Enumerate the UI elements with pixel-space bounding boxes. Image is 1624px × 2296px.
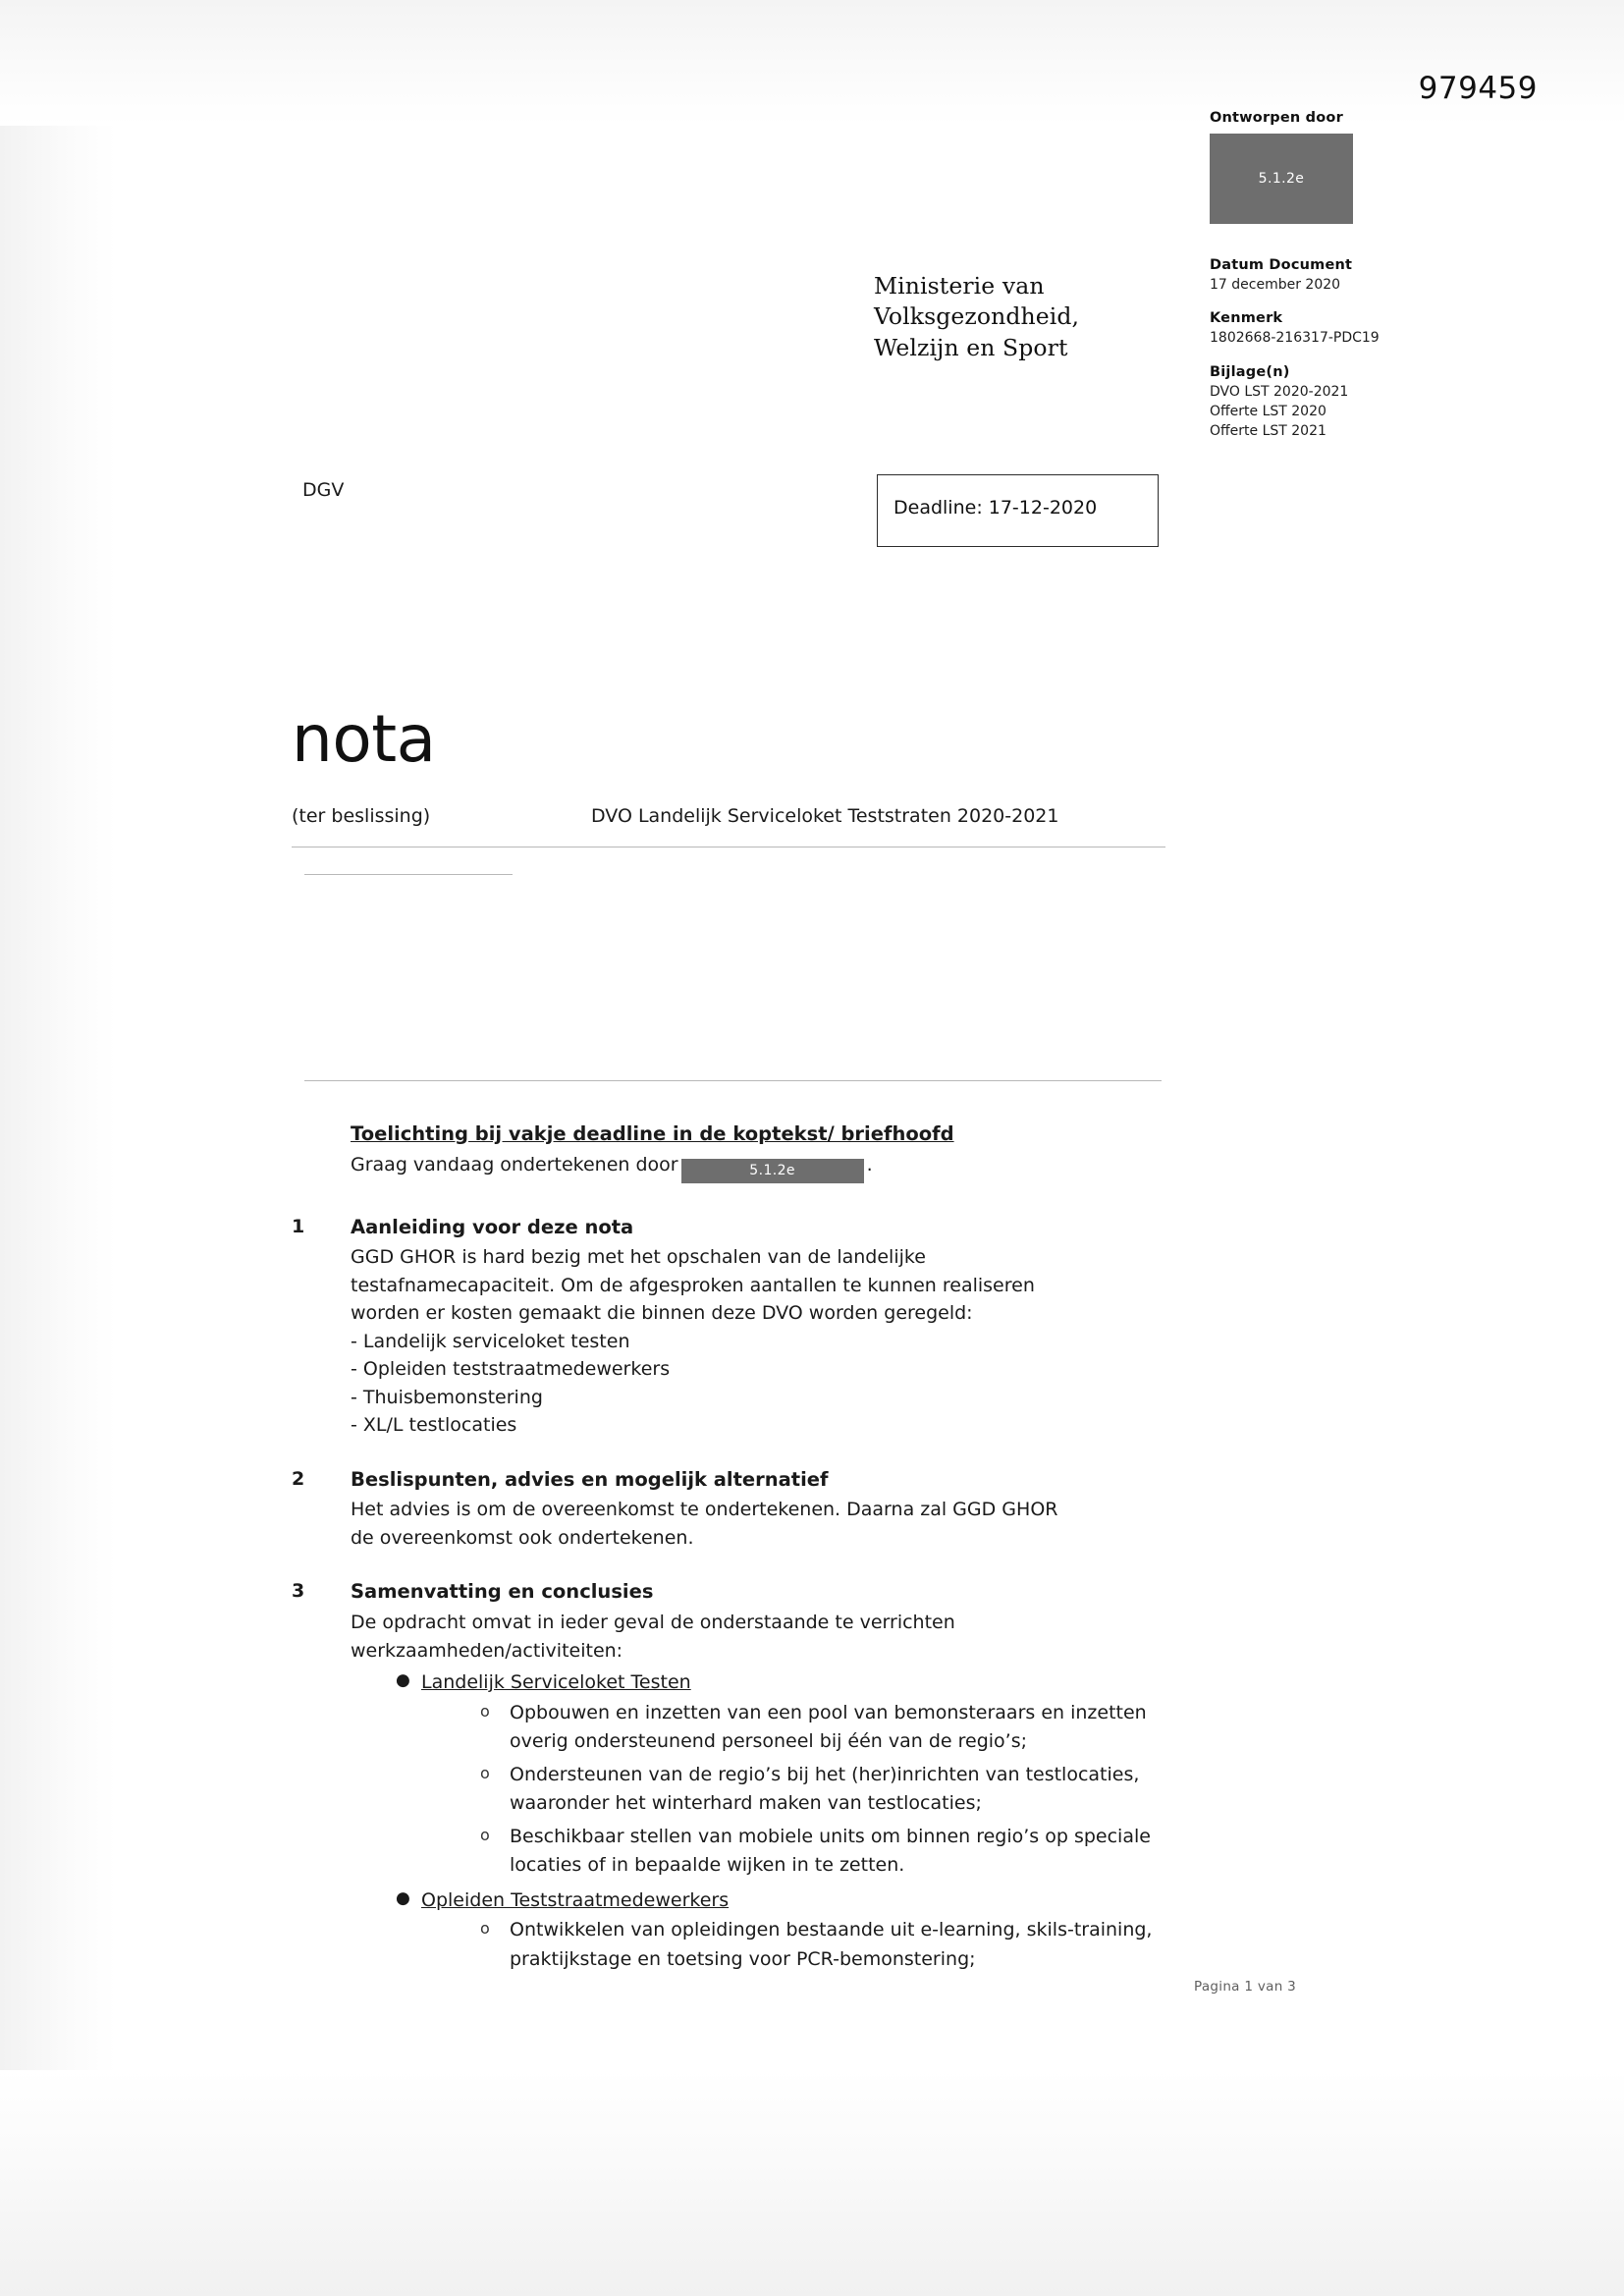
section-paragraph-line: GGD GHOR is hard bezig met het opschalen van de landelijke xyxy=(351,1246,926,1269)
designed-by-label: Ontworpen door xyxy=(1210,110,1343,126)
department-code: DGV xyxy=(302,479,345,501)
document-body xyxy=(292,1120,1175,1999)
bullet-circle-icon: o xyxy=(480,1763,490,1782)
document-date-value: 17 december 2020 xyxy=(1210,277,1341,293)
bullet-label: Opleiden Teststraatmedewerkers xyxy=(421,1888,730,1911)
attachment-item: Offerte LST 2021 xyxy=(1210,423,1326,440)
redaction-inline: 5.1.2e xyxy=(681,1159,864,1183)
reference-block xyxy=(1210,310,1465,348)
section-number: 3 xyxy=(292,1580,305,1603)
nota-subject: DVO Landelijk Serviceloket Teststraten 2020-2021 xyxy=(591,805,1059,827)
bullet-circle-icon: o xyxy=(480,1919,490,1939)
deadline-text: Deadline: 17-12-2020 xyxy=(893,497,1098,519)
section-paragraph-line: Het advies is om de overeenkomst te ondertekenen. Daarna zal GGD GHOR xyxy=(351,1499,1058,1521)
attachments-label: Bijlage(n) xyxy=(1210,363,1290,380)
dash-item: - Landelijk serviceloket testen xyxy=(351,1330,630,1352)
sub-bullet-text: Beschikbaar stellen van mobiele units om binnen regio’s op speciale locaties of in bepaalde wijken in te zetten. xyxy=(510,1825,1151,1877)
list-item xyxy=(396,1668,1175,1881)
section-title: Aanleiding voor deze nota xyxy=(351,1215,634,1238)
dash-item: - Opleiden teststraatmedewerkers xyxy=(351,1358,671,1381)
section-title: Samenvatting en conclusies xyxy=(351,1580,654,1604)
page-footer: Pagina 1 van 3 xyxy=(1194,1979,1297,1995)
list-item xyxy=(480,1761,1175,1819)
attachments-block xyxy=(1210,364,1465,442)
bullet-list xyxy=(351,1668,1175,1974)
sub-bullet-list xyxy=(421,1699,1175,1881)
bullet-dot-icon: ● xyxy=(396,1670,410,1690)
sub-bullet-text: Opbouwen en inzetten van een pool van bemonsteraars en inzetten overig ondersteunend personeel bij één van de regio’s; xyxy=(510,1701,1147,1753)
sub-bullet-list xyxy=(421,1916,1175,1974)
section-paragraph-line: De opdracht omvat in ieder geval de onderstaande te verrichten xyxy=(351,1612,955,1633)
ministry-logotype xyxy=(874,271,1218,363)
divider-body xyxy=(304,1080,1162,1081)
header-metadata-column xyxy=(1210,110,1465,457)
toelichting-suffix: . xyxy=(866,1153,873,1175)
sub-bullet-text: Ontwikkelen van opleidingen bestaande uit e-learning, skils-training, praktijkstage en toetsing voor PCR-bemonstering; xyxy=(510,1919,1153,1970)
document-date-label: Datum Document xyxy=(1210,257,1353,273)
section-title: Beslispunten, advies en mogelijk alternatief xyxy=(351,1467,829,1491)
scan-edge-left xyxy=(0,0,116,2296)
reference-label: Kenmerk xyxy=(1210,310,1283,327)
list-item xyxy=(396,1886,1175,1975)
attachment-item: DVO LST 2020-2021 xyxy=(1210,383,1349,400)
bullet-label: Landelijk Serviceloket Testen xyxy=(421,1671,691,1693)
designed-by-block xyxy=(1210,110,1465,242)
redaction-box: 5.1.2e xyxy=(1210,134,1353,224)
page-title: nota xyxy=(292,701,436,777)
section-paragraph-line: testafnamecapaciteit. Om de afgesproken aantallen te kunnen realiseren xyxy=(351,1274,1035,1296)
reference-value: 1802668-216317-PDC19 xyxy=(1210,330,1380,347)
document-date-block xyxy=(1210,257,1465,295)
section-number: 1 xyxy=(292,1215,305,1237)
list-item xyxy=(480,1823,1175,1881)
section-1 xyxy=(292,1213,1175,1440)
dash-item: - XL/L testlocaties xyxy=(351,1414,517,1437)
section-3 xyxy=(292,1577,1175,1974)
attachment-item: Offerte LST 2020 xyxy=(1210,403,1326,419)
section-paragraph-line: de overeenkomst ook ondertekenen. xyxy=(351,1526,694,1549)
nota-kind: (ter beslissing) xyxy=(292,805,431,827)
dash-item: - Thuisbemonstering xyxy=(351,1386,543,1408)
bullet-dot-icon: ● xyxy=(396,1887,410,1908)
section-2 xyxy=(292,1465,1175,1553)
scan-edge-top xyxy=(0,0,1624,126)
bullet-circle-icon: o xyxy=(480,1701,490,1721)
section-paragraph-line: werkzaamheden/activiteiten: xyxy=(351,1639,623,1662)
deadline-box xyxy=(877,474,1159,547)
document-number: 979459 xyxy=(1418,71,1538,106)
divider-short xyxy=(304,874,513,875)
toelichting-line xyxy=(351,1151,1175,1183)
ministry-line-2: Welzijn en Sport xyxy=(874,333,1068,361)
sub-bullet-text: Ondersteunen van de regio’s bij het (her)inrichten van testlocaties, waaronder het winterhard maken van testlocaties; xyxy=(510,1763,1140,1815)
list-item xyxy=(480,1916,1175,1974)
bullet-circle-icon: o xyxy=(480,1825,490,1844)
toelichting-prefix: Graag vandaag ondertekenen door xyxy=(351,1153,678,1175)
section-number: 2 xyxy=(292,1467,305,1490)
list-item xyxy=(480,1699,1175,1757)
ministry-line-1: Ministerie van Volksgezondheid, xyxy=(874,272,1080,331)
toelichting-title: Toelichting bij vakje deadline in de koptekst/ briefhoofd xyxy=(351,1122,954,1145)
scan-edge-bottom xyxy=(0,2070,1624,2296)
section-paragraph-line: worden er kosten gemaakt die binnen deze DVO worden geregeld: xyxy=(351,1302,973,1325)
